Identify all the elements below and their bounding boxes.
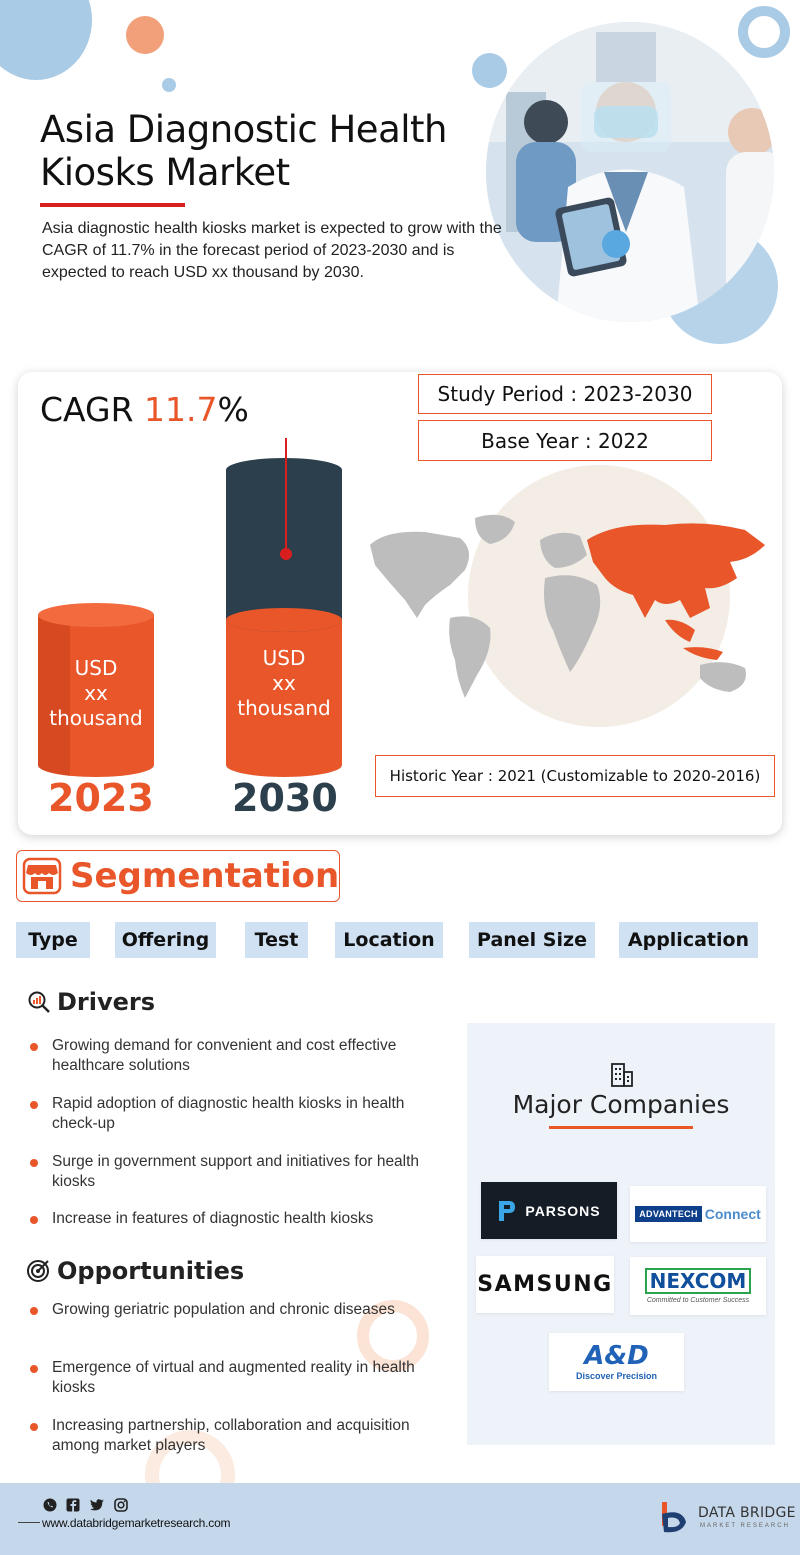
segmentation-title: Segmentation bbox=[70, 856, 340, 896]
map-greenland bbox=[475, 515, 515, 544]
decor-circle-orange bbox=[126, 16, 164, 54]
market-size-chart bbox=[30, 430, 360, 790]
logo-advantech bbox=[630, 1186, 766, 1242]
year-2030: 2030 bbox=[232, 776, 338, 820]
brand-name: DATA BRIDGE bbox=[698, 1505, 796, 1521]
drivers-title: Drivers bbox=[57, 988, 156, 1016]
logo-parsons bbox=[481, 1182, 617, 1239]
parsons-mark-icon bbox=[497, 1199, 517, 1223]
opportunity-item: Emergence of virtual and augmented reality in health kiosks bbox=[28, 1358, 438, 1397]
driver-item: Increase in features of diagnostic health kiosks bbox=[28, 1209, 438, 1229]
driver-item: Growing demand for convenient and cost effective healthcare solutions bbox=[28, 1036, 438, 1075]
brand-subtitle: MARKET RESEARCH bbox=[700, 1523, 790, 1529]
advantech-text: ADVANTECH bbox=[635, 1206, 702, 1222]
whatsapp-icon[interactable] bbox=[42, 1497, 58, 1513]
bar-2023-label bbox=[38, 656, 154, 731]
bar-2030-label-line2: xx bbox=[272, 671, 296, 695]
decor-circle-blue-small bbox=[162, 78, 176, 92]
bar-2030-label-line1: USD bbox=[262, 646, 306, 670]
page-title: Asia Diagnostic Health Kiosks Market bbox=[40, 108, 447, 194]
map-europe bbox=[540, 533, 587, 568]
map-africa bbox=[544, 575, 600, 672]
map-south-america bbox=[449, 616, 490, 698]
cagr-label: CAGR bbox=[40, 390, 134, 429]
driver-item: Surge in government support and initiatives for health kiosks bbox=[28, 1152, 438, 1191]
doctor-photo bbox=[486, 22, 774, 322]
segment-chip-panel-size: Panel Size bbox=[469, 922, 595, 958]
bar-2030-label bbox=[226, 646, 342, 721]
title-underline bbox=[40, 203, 185, 207]
cagr-value: 11.7 bbox=[144, 390, 218, 429]
and-text: A&D bbox=[584, 1341, 649, 1371]
bar-2023-label-line2: xx bbox=[84, 681, 108, 705]
map-north-america bbox=[370, 532, 469, 618]
map-indonesia bbox=[683, 647, 723, 660]
segment-chip-offering: Offering bbox=[115, 922, 216, 958]
samsung-text: SAMSUNG bbox=[477, 1272, 613, 1297]
segment-chip-test: Test bbox=[245, 922, 308, 958]
opportunities-list bbox=[28, 1300, 438, 1460]
nexcom-tagline: Committed to Customer Success bbox=[646, 1297, 750, 1304]
building-icon bbox=[610, 1062, 634, 1088]
bar-2023-label-line1: USD bbox=[74, 656, 118, 680]
major-companies-title: Major Companies bbox=[512, 1090, 730, 1119]
logo-and bbox=[549, 1333, 684, 1391]
cagr-heading bbox=[40, 390, 249, 429]
map-australia bbox=[700, 662, 746, 692]
nexcom-text: NEXCOM bbox=[645, 1268, 752, 1294]
bar-2030 bbox=[226, 438, 342, 777]
decor-circle-blue-large bbox=[0, 0, 92, 80]
target-icon bbox=[26, 1259, 50, 1283]
segment-chip-type: Type bbox=[16, 922, 90, 958]
historic-year-box: Historic Year : 2021 (Customizable to 2020-2016) bbox=[375, 755, 775, 797]
bar-2023-label-line3: thousand bbox=[49, 706, 143, 730]
segment-chip-location: Location bbox=[335, 922, 443, 958]
year-2023: 2023 bbox=[48, 776, 154, 820]
segment-chip-application: Application bbox=[619, 922, 758, 958]
storefront-icon bbox=[22, 857, 62, 895]
opportunities-title: Opportunities bbox=[57, 1257, 245, 1285]
magnifier-chart-icon bbox=[27, 990, 51, 1014]
bar-2030-label-line3: thousand bbox=[237, 696, 331, 720]
data-bridge-logo-icon bbox=[658, 1500, 694, 1536]
and-tagline: Discover Precision bbox=[575, 1371, 658, 1381]
drivers-list bbox=[28, 1036, 438, 1236]
logo-nexcom bbox=[630, 1257, 766, 1315]
logo-samsung bbox=[476, 1256, 614, 1313]
parsons-text: PARSONS bbox=[525, 1202, 601, 1219]
world-map bbox=[365, 500, 770, 700]
map-asia bbox=[587, 523, 765, 618]
facebook-icon[interactable] bbox=[65, 1497, 81, 1513]
twitter-icon[interactable] bbox=[89, 1497, 105, 1513]
advantech-connect-text: Connect bbox=[704, 1206, 761, 1222]
opportunity-item: Growing geriatric population and chronic diseases bbox=[28, 1300, 438, 1320]
instagram-icon[interactable] bbox=[113, 1497, 129, 1513]
map-southeast-asia bbox=[665, 620, 695, 642]
major-companies-underline bbox=[549, 1126, 693, 1129]
decor-ring-top-right bbox=[738, 6, 790, 58]
intro-text: Asia diagnostic health kiosks market is expected to grow with the CAGR of 11.7% in the forecast period of 2023-2030 and is expected to reach USD xx thousand by 2030. bbox=[42, 220, 502, 281]
opportunity-item: Increasing partnership, collaboration and acquisition among market players bbox=[28, 1416, 438, 1455]
study-period-box: Study Period : 2023-2030 bbox=[418, 374, 712, 414]
driver-item: Rapid adoption of diagnostic health kiosks in health check-up bbox=[28, 1094, 438, 1133]
decor-circle-blue-mid bbox=[472, 53, 507, 88]
website-link[interactable]: www.databridgemarketresearch.com bbox=[42, 1516, 231, 1530]
cagr-unit: % bbox=[217, 390, 249, 429]
base-year-box: Base Year : 2022 bbox=[418, 420, 712, 461]
footer-divider bbox=[18, 1522, 40, 1523]
